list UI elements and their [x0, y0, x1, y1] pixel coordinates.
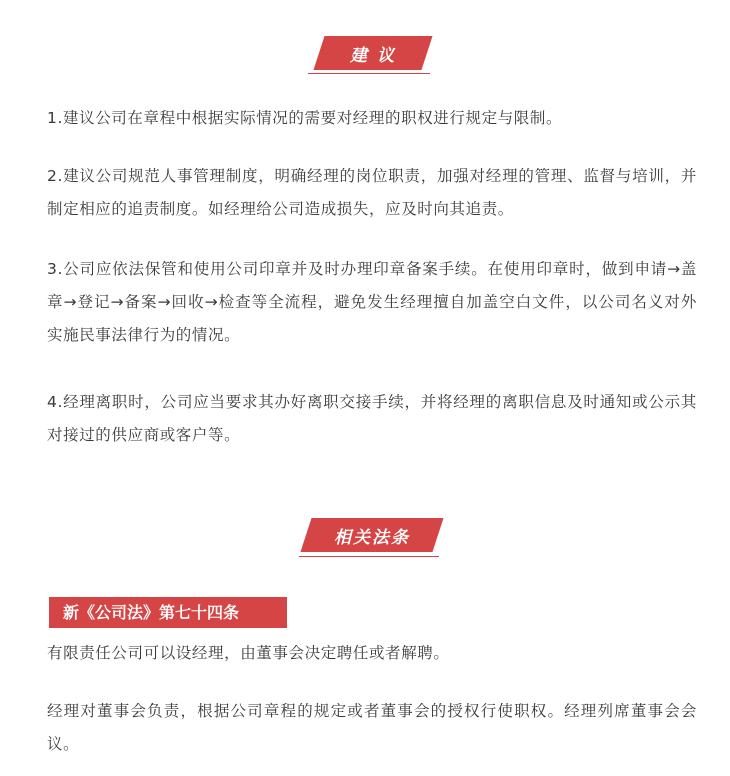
law-paragraph-2: 经理对董事会负责，根据公司章程的规定或者董事会的授权行使职权。经理列席董事会会议。	[47, 702, 697, 753]
laws-underline	[299, 556, 439, 557]
suggestions-underline	[308, 73, 430, 74]
suggestion-item-4: 4.经理离职时，公司应当要求其办好离职交接手续，并将经理的离职信息及时通知或公示其对接过的供应商或客户等。	[47, 393, 697, 444]
laws-title: 相关法条	[334, 527, 410, 548]
suggestion-item-3: 3.公司应依法保管和使用公司印章并及时办理印章备案手续。在使用印章时，做到申请→盖章→登记→备案→回收→检查等全流程，避免发生经理擅自加盖空白文件，以公司名义对外实施民事法律行为的情况。	[47, 260, 697, 344]
law-paragraph-1: 有限责任公司可以设经理，由董事会决定聘任或者解聘。	[47, 644, 450, 662]
suggestions-banner	[319, 36, 427, 70]
suggestion-item-1: 1.建议公司在章程中根据实际情况的需要对经理的职权进行规定与限制。	[47, 109, 563, 127]
laws-banner	[306, 518, 438, 552]
suggestion-item-2: 2.建议公司规范人事管理制度，明确经理的岗位职责，加强对经理的管理、监督与培训，并制定相应的追责制度。如经理给公司造成损失，应及时向其追责。	[47, 167, 697, 218]
article-heading: 新《公司法》第七十四条	[49, 597, 287, 628]
suggestions-title: 建 议	[350, 45, 396, 66]
